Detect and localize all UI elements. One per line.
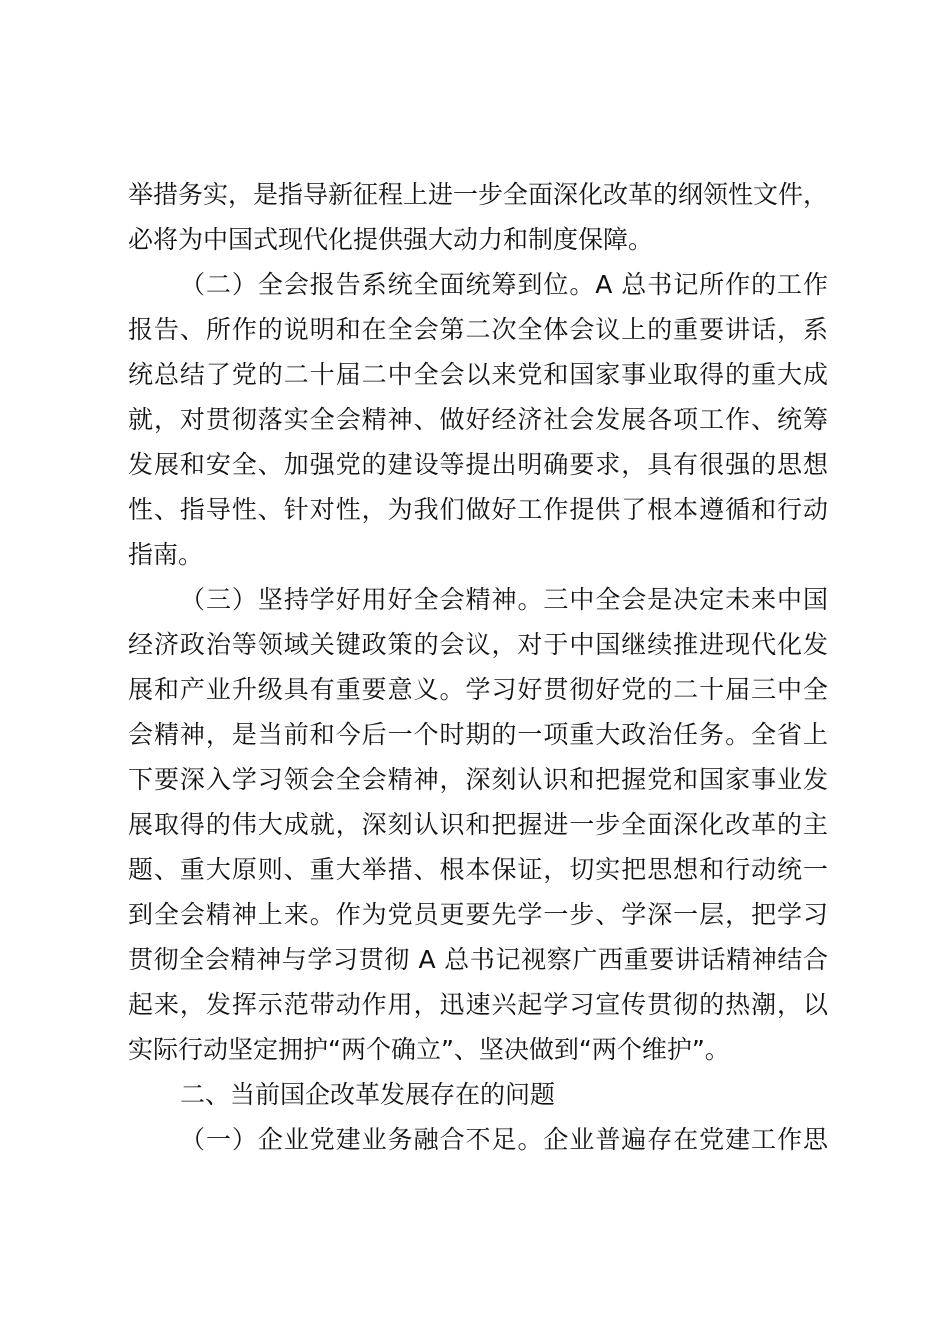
text-line-1: 举措务实，是指导新征程上进一步全面深化改革的纲领性文件， xyxy=(128,180,829,209)
text-line-20: 实际行动坚定拥护“两个确立”、坚决做到“两个维护”。 xyxy=(128,1035,730,1064)
text-line-7: 发展和安全、加强党的建设等提出明确要求，具有很强的思想 xyxy=(128,450,828,479)
text-line-8: 性、指导性、针对性，为我们做好工作提供了根本遵循和行动 xyxy=(128,495,828,524)
text-line-14: 下要深入学习领会全会精神，深刻认识和把握党和国家事业发 xyxy=(128,765,828,794)
text-line-19: 起来，发挥示范带动作用，迅速兴起学习宣传贯彻的热潮，以 xyxy=(128,990,828,1019)
text-line-4: 报告、所作的说明和在全会第二次全体会议上的重要讲话，系 xyxy=(128,315,828,344)
text-line-15: 展取得的伟大成就，深刻认识和把握进一步全面深化改革的主 xyxy=(128,810,828,839)
text-line-18: 贯彻全会精神与学习贯彻 A 总书记视察广西重要讲话精神结合 xyxy=(128,945,828,974)
section-heading-main-2: 二、当前国企改革发展存在的问题 xyxy=(180,1080,556,1109)
text-line-9: 指南。 xyxy=(128,540,204,569)
section-heading-2-1: （一）企业党建业务融合不足。企业普遍存在党建工作思 xyxy=(180,1125,828,1154)
text-line-11: 经济政治等领域关键政策的会议，对于中国继续推进现代化发 xyxy=(128,630,828,659)
text-line-6: 就，对贯彻落实全会精神、做好经济社会发展各项工作、统筹 xyxy=(128,405,828,434)
text-line-13: 会精神，是当前和今后一个时期的一项重大政治任务。全省上 xyxy=(128,720,828,749)
text-line-2: 必将为中国式现代化提供强大动力和制度保障。 xyxy=(128,225,654,254)
text-line-17: 到全会精神上来。作为党员更要先学一步、学深一层，把学习 xyxy=(128,900,828,929)
text-line-5: 统总结了党的二十届二中全会以来党和国家事业取得的重大成 xyxy=(128,360,828,389)
text-line-16: 题、重大原则、重大举措、根本保证，切实把思想和行动统一 xyxy=(128,855,828,884)
section-heading-3: （三）坚持学好用好全会精神。三中全会是决定未来中国 xyxy=(180,585,828,614)
section-heading-2: （二）全会报告系统全面统筹到位。A 总书记所作的工作 xyxy=(180,270,828,299)
text-line-12: 展和产业升级具有重要意义。学习好贯彻好党的二十届三中全 xyxy=(128,675,828,704)
